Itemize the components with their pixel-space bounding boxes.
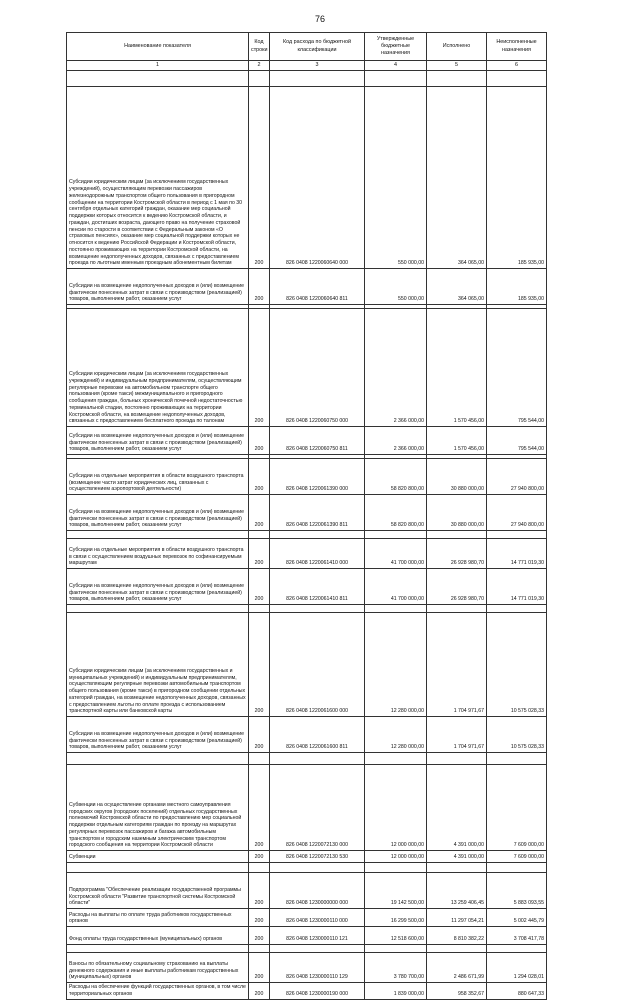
spacer-cell bbox=[270, 531, 365, 539]
row-unexecuted-cell: 5 883 093,55 bbox=[487, 873, 547, 909]
row-budget-code-cell: 826 0408 1220061410 811 bbox=[270, 569, 365, 605]
column-number: 2 bbox=[249, 61, 270, 71]
spacer-cell bbox=[270, 945, 365, 953]
spacer-cell bbox=[365, 753, 427, 765]
row-line-code-cell: 200 bbox=[249, 539, 270, 569]
row-approved-cell: 12 518 600,00 bbox=[365, 927, 427, 945]
row-unexecuted-cell: 3 708 417,78 bbox=[487, 927, 547, 945]
spacer-cell bbox=[487, 863, 547, 873]
header-name: Наименование показателя bbox=[67, 33, 249, 61]
row-approved-cell: 12 280 000,00 bbox=[365, 717, 427, 753]
row-budget-code-cell: 826 0408 1220061390 000 bbox=[270, 459, 365, 495]
header-line-code: Код строки bbox=[249, 33, 270, 61]
row-unexecuted-cell: 185 935,00 bbox=[487, 269, 547, 305]
row-budget-code-cell: 826 0408 1220061390 811 bbox=[270, 495, 365, 531]
spacer-cell bbox=[249, 605, 270, 613]
row-unexecuted-cell: 185 935,00 bbox=[487, 87, 547, 269]
row-unexecuted-cell: 10 575 028,33 bbox=[487, 613, 547, 717]
spacer-cell bbox=[365, 531, 427, 539]
spacer-cell bbox=[67, 863, 249, 873]
row-name-cell: Субсидии на возмещение недополученных доходов и (или) возмещение фактически понесенных затрат в связи с производством (реализацией) товаров, выполнением работ, оказанием услуг bbox=[67, 569, 249, 605]
row-executed-cell: 364 065,00 bbox=[427, 87, 487, 269]
row-approved-cell: 19 142 500,00 bbox=[365, 873, 427, 909]
spacer-cell bbox=[270, 605, 365, 613]
spacer-cell bbox=[365, 71, 427, 87]
spacer-cell bbox=[67, 753, 249, 765]
spacer-row bbox=[67, 71, 547, 87]
row-executed-cell: 1 704 971,67 bbox=[427, 613, 487, 717]
spacer-cell bbox=[270, 863, 365, 873]
table-row bbox=[67, 495, 547, 531]
spacer-row bbox=[67, 605, 547, 613]
row-executed-cell: 4 391 000,00 bbox=[427, 765, 487, 851]
budget-execution-table bbox=[66, 32, 547, 1000]
row-line-code-cell: 200 bbox=[249, 765, 270, 851]
column-number-row bbox=[67, 61, 547, 71]
row-executed-cell: 30 880 000,00 bbox=[427, 459, 487, 495]
row-approved-cell: 12 280 000,00 bbox=[365, 613, 427, 717]
row-name-cell: Субсидии юридическим лицам (за исключением государственных учреждений) и индивидуальным предпринимателям, осуществляющим регулярные перевозки на автомобильном транспорте общего пользования (кроме такси) межмуниципального и пригородного сообщения граждан, больных хронической почечной недостаточностью терминальной стадии, постоянно проживающих на территории Костромской области, на возмещение недополученных доходов, связанных с предоставлением бесплатного проезда по талонам bbox=[67, 309, 249, 427]
row-name-cell: Субвенции bbox=[67, 851, 249, 863]
row-executed-cell: 11 297 054,21 bbox=[427, 909, 487, 927]
row-unexecuted-cell: 27 940 800,00 bbox=[487, 495, 547, 531]
row-budget-code-cell: 826 0408 1220060750 811 bbox=[270, 427, 365, 455]
row-unexecuted-cell: 27 940 800,00 bbox=[487, 459, 547, 495]
spacer-cell bbox=[249, 531, 270, 539]
row-line-code-cell: 200 bbox=[249, 613, 270, 717]
row-line-code-cell: 200 bbox=[249, 717, 270, 753]
row-name-cell: Субсидии на возмещение недополученных доходов и (или) возмещение фактически понесенных затрат в связи с производством (реализацией) товаров, выполнением работ, оказанием услуг bbox=[67, 495, 249, 531]
spacer-cell bbox=[249, 71, 270, 87]
spacer-cell bbox=[67, 71, 249, 87]
table-row bbox=[67, 909, 547, 927]
column-number: 4 bbox=[365, 61, 427, 71]
row-executed-cell: 26 928 980,70 bbox=[427, 539, 487, 569]
row-line-code-cell: 200 bbox=[249, 927, 270, 945]
page-number: 76 bbox=[314, 14, 325, 24]
spacer-cell bbox=[365, 863, 427, 873]
row-name-cell: Фонд оплаты труда государственных (муниципальных) органов bbox=[67, 927, 249, 945]
spacer-cell bbox=[427, 863, 487, 873]
row-approved-cell: 58 820 800,00 bbox=[365, 495, 427, 531]
row-budget-code-cell: 826 0408 1230000110 121 bbox=[270, 927, 365, 945]
row-approved-cell: 3 780 700,00 bbox=[365, 953, 427, 983]
spacer-row bbox=[67, 753, 547, 765]
column-number: 3 bbox=[270, 61, 365, 71]
column-number: 1 bbox=[67, 61, 249, 71]
row-budget-code-cell: 826 0408 1220060750 000 bbox=[270, 309, 365, 427]
row-budget-code-cell: 826 0408 1220061600 811 bbox=[270, 717, 365, 753]
spacer-cell bbox=[427, 71, 487, 87]
row-budget-code-cell: 826 0408 1230000000 000 bbox=[270, 873, 365, 909]
row-name-cell: Расходы на выплаты по оплате труда работников государственных органов bbox=[67, 909, 249, 927]
row-approved-cell: 1 839 000,00 bbox=[365, 983, 427, 1000]
table-row bbox=[67, 269, 547, 305]
row-budget-code-cell: 826 0408 1220072130 000 bbox=[270, 765, 365, 851]
spacer-cell bbox=[487, 753, 547, 765]
row-unexecuted-cell: 7 609 000,00 bbox=[487, 765, 547, 851]
header-budget-code: Код расхода по бюджетной классификации bbox=[270, 33, 365, 61]
row-line-code-cell: 200 bbox=[249, 873, 270, 909]
row-line-code-cell: 200 bbox=[249, 427, 270, 455]
row-approved-cell: 2 366 000,00 bbox=[365, 309, 427, 427]
row-line-code-cell: 200 bbox=[249, 909, 270, 927]
row-executed-cell: 1 704 971,67 bbox=[427, 717, 487, 753]
row-budget-code-cell: 826 0408 1220060640 000 bbox=[270, 87, 365, 269]
row-line-code-cell: 200 bbox=[249, 309, 270, 427]
column-number: 5 bbox=[427, 61, 487, 71]
spacer-cell bbox=[487, 531, 547, 539]
spacer-cell bbox=[427, 605, 487, 613]
row-unexecuted-cell: 14 771 019,30 bbox=[487, 539, 547, 569]
spacer-cell bbox=[249, 945, 270, 953]
table-row bbox=[67, 717, 547, 753]
row-executed-cell: 4 391 000,00 bbox=[427, 851, 487, 863]
row-executed-cell: 958 352,67 bbox=[427, 983, 487, 1000]
row-budget-code-cell: 826 0408 1220061410 000 bbox=[270, 539, 365, 569]
header-row bbox=[67, 33, 547, 61]
row-approved-cell: 16 299 500,00 bbox=[365, 909, 427, 927]
row-budget-code-cell: 826 0408 1220072130 530 bbox=[270, 851, 365, 863]
row-unexecuted-cell: 14 771 019,30 bbox=[487, 569, 547, 605]
row-executed-cell: 26 928 980,70 bbox=[427, 569, 487, 605]
row-line-code-cell: 200 bbox=[249, 87, 270, 269]
table-row bbox=[67, 953, 547, 983]
spacer-cell bbox=[270, 753, 365, 765]
table-row bbox=[67, 873, 547, 909]
row-name-cell: Субсидии на возмещение недополученных доходов и (или) возмещение фактически понесенных затрат в связи с производством (реализацией) товаров, выполнением работ, оказанием услуг bbox=[67, 717, 249, 753]
row-budget-code-cell: 826 0408 1230000110 000 bbox=[270, 909, 365, 927]
spacer-cell bbox=[427, 753, 487, 765]
table-row bbox=[67, 427, 547, 455]
row-name-cell: Субсидии на отдельные мероприятия в области воздушного транспорта в связи с осуществлением воздушных перевозок по софинансируемым маршрутам bbox=[67, 539, 249, 569]
row-line-code-cell: 200 bbox=[249, 269, 270, 305]
row-name-cell: Расходы на обеспечение функций государственных органов, в том числе территориальных органов bbox=[67, 983, 249, 1000]
spacer-cell bbox=[365, 605, 427, 613]
row-unexecuted-cell: 5 002 445,79 bbox=[487, 909, 547, 927]
table-row bbox=[67, 927, 547, 945]
row-line-code-cell: 200 bbox=[249, 459, 270, 495]
table-row bbox=[67, 851, 547, 863]
table-row bbox=[67, 613, 547, 717]
row-unexecuted-cell: 1 294 028,01 bbox=[487, 953, 547, 983]
row-line-code-cell: 200 bbox=[249, 569, 270, 605]
spacer-cell bbox=[67, 945, 249, 953]
row-unexecuted-cell: 7 609 000,00 bbox=[487, 851, 547, 863]
row-line-code-cell: 200 bbox=[249, 953, 270, 983]
spacer-cell bbox=[487, 945, 547, 953]
column-number: 6 bbox=[487, 61, 547, 71]
row-approved-cell: 2 366 000,00 bbox=[365, 427, 427, 455]
row-name-cell: Субсидии на отдельные мероприятия в области воздушного транспорта (возмещение части затрат юридических лиц, связанных с осуществлением аэропортовой деятельности) bbox=[67, 459, 249, 495]
row-approved-cell: 550 000,00 bbox=[365, 87, 427, 269]
row-line-code-cell: 200 bbox=[249, 851, 270, 863]
row-unexecuted-cell: 795 544,00 bbox=[487, 309, 547, 427]
row-executed-cell: 30 880 000,00 bbox=[427, 495, 487, 531]
row-line-code-cell: 200 bbox=[249, 495, 270, 531]
row-name-cell: Субсидии на возмещение недополученных доходов и (или) возмещение фактически понесенных затрат в связи с производством (реализацией) товаров, выполнением работ, оказанием услуг bbox=[67, 269, 249, 305]
table-row bbox=[67, 459, 547, 495]
table-row bbox=[67, 87, 547, 269]
row-name-cell: Взносы по обязательному социальному страхованию на выплаты денежного содержания и иные выплаты работникам государственных (муниципальных) органов bbox=[67, 953, 249, 983]
spacer-cell bbox=[487, 71, 547, 87]
spacer-row bbox=[67, 531, 547, 539]
header-approved: Утвержденные бюджетные назначения bbox=[365, 33, 427, 61]
table-row bbox=[67, 983, 547, 1000]
row-executed-cell: 1 570 456,00 bbox=[427, 427, 487, 455]
spacer-cell bbox=[365, 945, 427, 953]
row-executed-cell: 1 570 456,00 bbox=[427, 309, 487, 427]
row-name-cell: Субвенции на осуществление органами местного самоуправления городских округов (городских поселений) отдельных государственных полномочий Костромской области по предоставлению мер социальной поддержки отдельным категориям граждан по проезду на маршрутах регулярных перевозок пассажиров и багажа автомобильным транспортом и городским наземным электрическим транспортом городского сообщения на территории Костромской области bbox=[67, 765, 249, 851]
row-approved-cell: 41 700 000,00 bbox=[365, 569, 427, 605]
table-row bbox=[67, 765, 547, 851]
row-name-cell: Подпрограмма "Обеспечение реализации государственной программы Костромской области "Развитие транспортной системы Костромской области" bbox=[67, 873, 249, 909]
row-approved-cell: 41 700 000,00 bbox=[365, 539, 427, 569]
spacer-row bbox=[67, 945, 547, 953]
spacer-cell bbox=[67, 531, 249, 539]
row-executed-cell: 8 810 382,22 bbox=[427, 927, 487, 945]
row-budget-code-cell: 826 0408 1230000110 129 bbox=[270, 953, 365, 983]
row-name-cell: Субсидии юридическим лицам (за исключением государственных и муниципальных учреждений) и индивидуальным предпринимателям, осуществляющим регулярные перевозки автомобильным транспортом общего пользования (кроме такси) в пригородном сообщении отдельных категорий граждан, на возмещение недополученных доходов, связанных с предоставлением льготы по оплате проезда с использованием транспортной карты или банковской карты bbox=[67, 613, 249, 717]
row-approved-cell: 58 820 800,00 bbox=[365, 459, 427, 495]
row-name-cell: Субсидии на возмещение недополученных доходов и (или) возмещение фактически понесенных затрат в связи с производством (реализацией) товаров, выполнением работ, оказанием услуг bbox=[67, 427, 249, 455]
header-unexecuted: Неисполненные назначения bbox=[487, 33, 547, 61]
spacer-cell bbox=[67, 605, 249, 613]
spacer-row bbox=[67, 863, 547, 873]
spacer-cell bbox=[427, 945, 487, 953]
row-executed-cell: 364 065,00 bbox=[427, 269, 487, 305]
row-budget-code-cell: 826 0408 1220060640 811 bbox=[270, 269, 365, 305]
header-executed: Исполнено bbox=[427, 33, 487, 61]
row-approved-cell: 12 000 000,00 bbox=[365, 765, 427, 851]
table-row bbox=[67, 569, 547, 605]
row-approved-cell: 550 000,00 bbox=[365, 269, 427, 305]
row-name-cell: Субсидии юридическим лицам (за исключением государственных учреждений), осуществляющим перевозки пассажиров железнодорожным транспортом общего пользования в пригородном сообщении на территории Костромской области в период с 1 мая по 30 сентября отдельных категорий граждан, оказание мер социальной поддержки которых относится к ведению Костромской области, и граждан, достигших возраста, дающего право на получение страховой пенсии по старости в соответствии с Федеральным законом «О страховых пенсиях», оказание мер социальной поддержки которых не относится к ведению Российской Федерации и Костромской области, постоянно проживающих на территории Костромской области, на возмещение недополученных доходов, связанных с предоставлением проезда по льготным именным проездным абонементным билетам bbox=[67, 87, 249, 269]
row-line-code-cell: 200 bbox=[249, 983, 270, 1000]
row-budget-code-cell: 826 0408 1220061600 000 bbox=[270, 613, 365, 717]
row-executed-cell: 2 486 671,99 bbox=[427, 953, 487, 983]
row-budget-code-cell: 826 0408 1230000190 000 bbox=[270, 983, 365, 1000]
table-row bbox=[67, 309, 547, 427]
spacer-cell bbox=[270, 71, 365, 87]
row-unexecuted-cell: 10 575 028,33 bbox=[487, 717, 547, 753]
spacer-cell bbox=[249, 863, 270, 873]
spacer-cell bbox=[487, 605, 547, 613]
spacer-cell bbox=[427, 531, 487, 539]
spacer-cell bbox=[249, 753, 270, 765]
row-unexecuted-cell: 795 544,00 bbox=[487, 427, 547, 455]
table-row bbox=[67, 539, 547, 569]
row-unexecuted-cell: 880 647,33 bbox=[487, 983, 547, 1000]
row-executed-cell: 13 259 406,45 bbox=[427, 873, 487, 909]
row-approved-cell: 12 000 000,00 bbox=[365, 851, 427, 863]
